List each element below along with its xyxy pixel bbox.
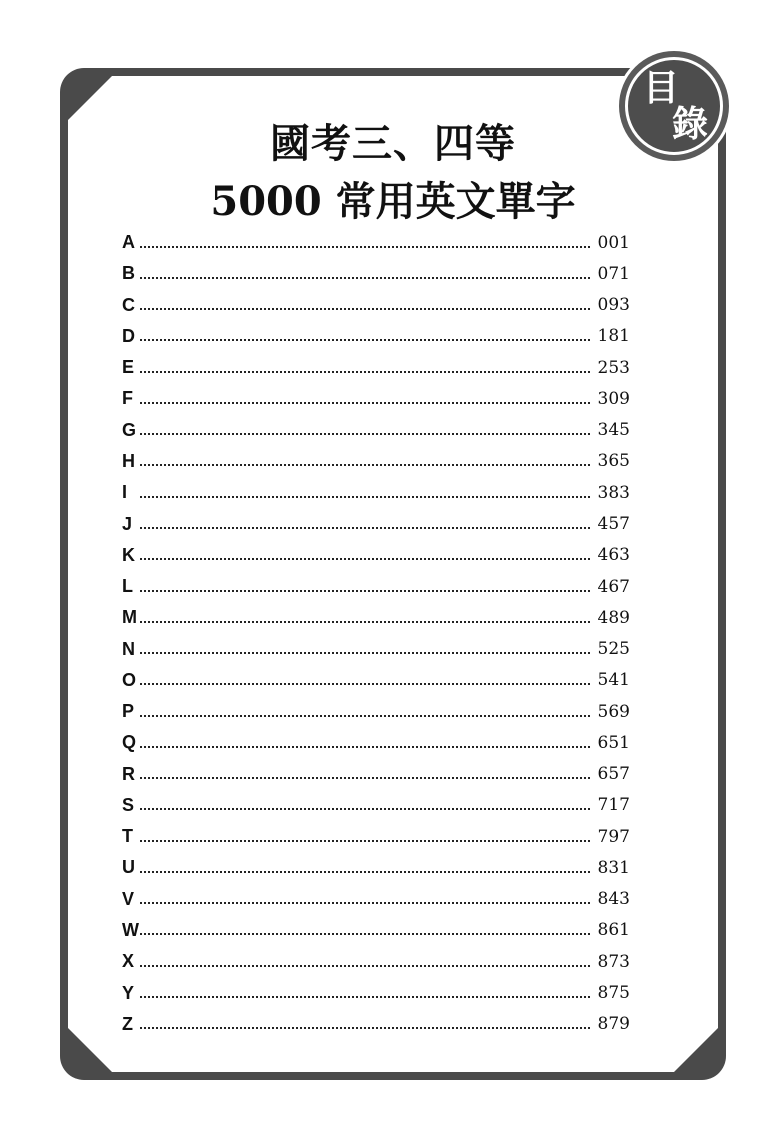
toc-letter: M xyxy=(122,607,137,628)
toc-letter: E xyxy=(122,357,135,378)
toc-page-number: 093 xyxy=(597,295,630,316)
toc-page-number: 383 xyxy=(597,482,630,503)
toc-entry-f[interactable] xyxy=(122,383,630,414)
dot-leader xyxy=(140,746,590,748)
dot-leader xyxy=(140,496,590,498)
toc-entry-w[interactable] xyxy=(122,915,630,946)
dot-leader xyxy=(140,402,590,404)
dot-leader xyxy=(140,339,590,341)
dot-leader xyxy=(140,277,590,279)
toc-entry-d[interactable] xyxy=(122,321,630,352)
toc-page-number: 365 xyxy=(597,451,630,472)
toc-entry-o[interactable] xyxy=(122,665,630,696)
dot-leader xyxy=(140,1027,590,1029)
toc-page-number: 843 xyxy=(597,889,630,910)
toc-letter: F xyxy=(122,388,133,409)
toc-letter: X xyxy=(122,951,135,972)
toc-entry-l[interactable] xyxy=(122,571,630,602)
toc-entry-t[interactable] xyxy=(122,821,630,852)
toc-letter: K xyxy=(122,544,135,565)
toc-entry-b[interactable] xyxy=(122,258,630,289)
table-of-contents xyxy=(122,227,630,1040)
toc-letter: B xyxy=(122,263,135,284)
dot-leader xyxy=(140,464,590,466)
toc-page-number: 463 xyxy=(597,545,630,566)
toc-letter: S xyxy=(122,794,135,815)
page-subtitle: 5000 常用英文單字 xyxy=(210,178,576,225)
toc-letter: J xyxy=(122,513,133,534)
toc-page-number: 181 xyxy=(597,326,630,347)
toc-entry-e[interactable] xyxy=(122,352,630,383)
toc-letter: Z xyxy=(122,1013,133,1034)
toc-letter: W xyxy=(122,919,139,940)
toc-page-number: 457 xyxy=(597,514,630,535)
toc-page-number: 525 xyxy=(597,639,630,660)
toc-entry-y[interactable] xyxy=(122,977,630,1008)
toc-entry-z[interactable] xyxy=(122,1009,630,1040)
toc-page-number: 861 xyxy=(597,920,630,941)
toc-letter: P xyxy=(122,701,135,722)
dot-leader xyxy=(140,371,590,373)
toc-entry-n[interactable] xyxy=(122,633,630,664)
toc-letter: L xyxy=(122,576,133,597)
dot-leader xyxy=(140,808,590,810)
dot-leader xyxy=(140,246,590,248)
seal-char-2: 錄 xyxy=(672,103,709,145)
dot-leader xyxy=(140,683,590,685)
toc-entry-s[interactable] xyxy=(122,790,630,821)
toc-letter: I xyxy=(122,482,128,503)
toc-entry-u[interactable] xyxy=(122,852,630,883)
toc-page-number: 541 xyxy=(597,670,630,691)
dot-leader xyxy=(140,308,590,310)
toc-letter: Y xyxy=(122,982,135,1003)
toc-letter: H xyxy=(122,450,135,471)
toc-entry-k[interactable] xyxy=(122,540,630,571)
toc-page-number: 651 xyxy=(597,732,630,753)
dot-leader xyxy=(140,590,590,592)
dot-leader xyxy=(140,902,590,904)
toc-letter: O xyxy=(122,669,137,690)
toc-page-number: 879 xyxy=(597,1014,630,1035)
toc-entry-i[interactable] xyxy=(122,477,630,508)
toc-page-number: 657 xyxy=(597,764,630,785)
toc-page-number: 717 xyxy=(597,795,630,816)
dot-leader xyxy=(140,715,590,717)
dot-leader xyxy=(140,558,590,560)
toc-entry-p[interactable] xyxy=(122,696,630,727)
toc-letter: N xyxy=(122,638,135,659)
toc-page-number: 345 xyxy=(597,420,630,441)
toc-entry-q[interactable] xyxy=(122,727,630,758)
toc-letter: R xyxy=(122,763,135,784)
dot-leader xyxy=(140,621,590,623)
dot-leader xyxy=(140,965,590,967)
toc-entry-g[interactable] xyxy=(122,415,630,446)
dot-leader xyxy=(140,433,590,435)
corner-bottom-left xyxy=(68,1028,112,1072)
dot-leader xyxy=(140,840,590,842)
corner-bottom-right xyxy=(674,1028,718,1072)
toc-page-number: 309 xyxy=(597,388,630,409)
dot-leader xyxy=(140,996,590,998)
toc-entry-h[interactable] xyxy=(122,446,630,477)
toc-entry-x[interactable] xyxy=(122,946,630,977)
toc-page-number: 071 xyxy=(597,263,630,284)
toc-page-number: 875 xyxy=(597,983,630,1003)
toc-page-number: 253 xyxy=(597,357,630,378)
toc-letter: T xyxy=(122,826,133,847)
toc-page-number: 797 xyxy=(597,826,630,847)
toc-entry-m[interactable] xyxy=(122,602,630,633)
toc-letter: U xyxy=(122,857,135,878)
toc-entry-v[interactable] xyxy=(122,884,630,915)
dot-leader xyxy=(140,777,590,779)
toc-entry-c[interactable] xyxy=(122,290,630,321)
toc-entry-r[interactable] xyxy=(122,759,630,790)
toc-page-number: 873 xyxy=(597,951,630,972)
toc-entry-a[interactable] xyxy=(122,227,630,258)
toc-letter: C xyxy=(122,294,135,315)
toc-letter: D xyxy=(122,325,135,346)
toc-page-number: 831 xyxy=(597,857,630,878)
toc-entry-j[interactable] xyxy=(122,508,630,539)
page-title: 國考三、四等 xyxy=(270,120,516,167)
toc-letter: V xyxy=(122,888,135,909)
toc-letter: G xyxy=(122,419,137,440)
dot-leader xyxy=(140,652,590,654)
toc-page-number: 001 xyxy=(597,232,630,253)
toc-page-number: 569 xyxy=(597,701,630,722)
dot-leader xyxy=(140,933,590,935)
seal-char-1: 目 xyxy=(643,67,680,109)
dot-leader xyxy=(140,871,590,873)
toc-page-number: 467 xyxy=(597,576,630,597)
toc-letter: Q xyxy=(122,732,137,753)
dot-leader xyxy=(140,527,590,529)
toc-letter: A xyxy=(122,232,135,253)
toc-page-number: 489 xyxy=(597,607,630,628)
